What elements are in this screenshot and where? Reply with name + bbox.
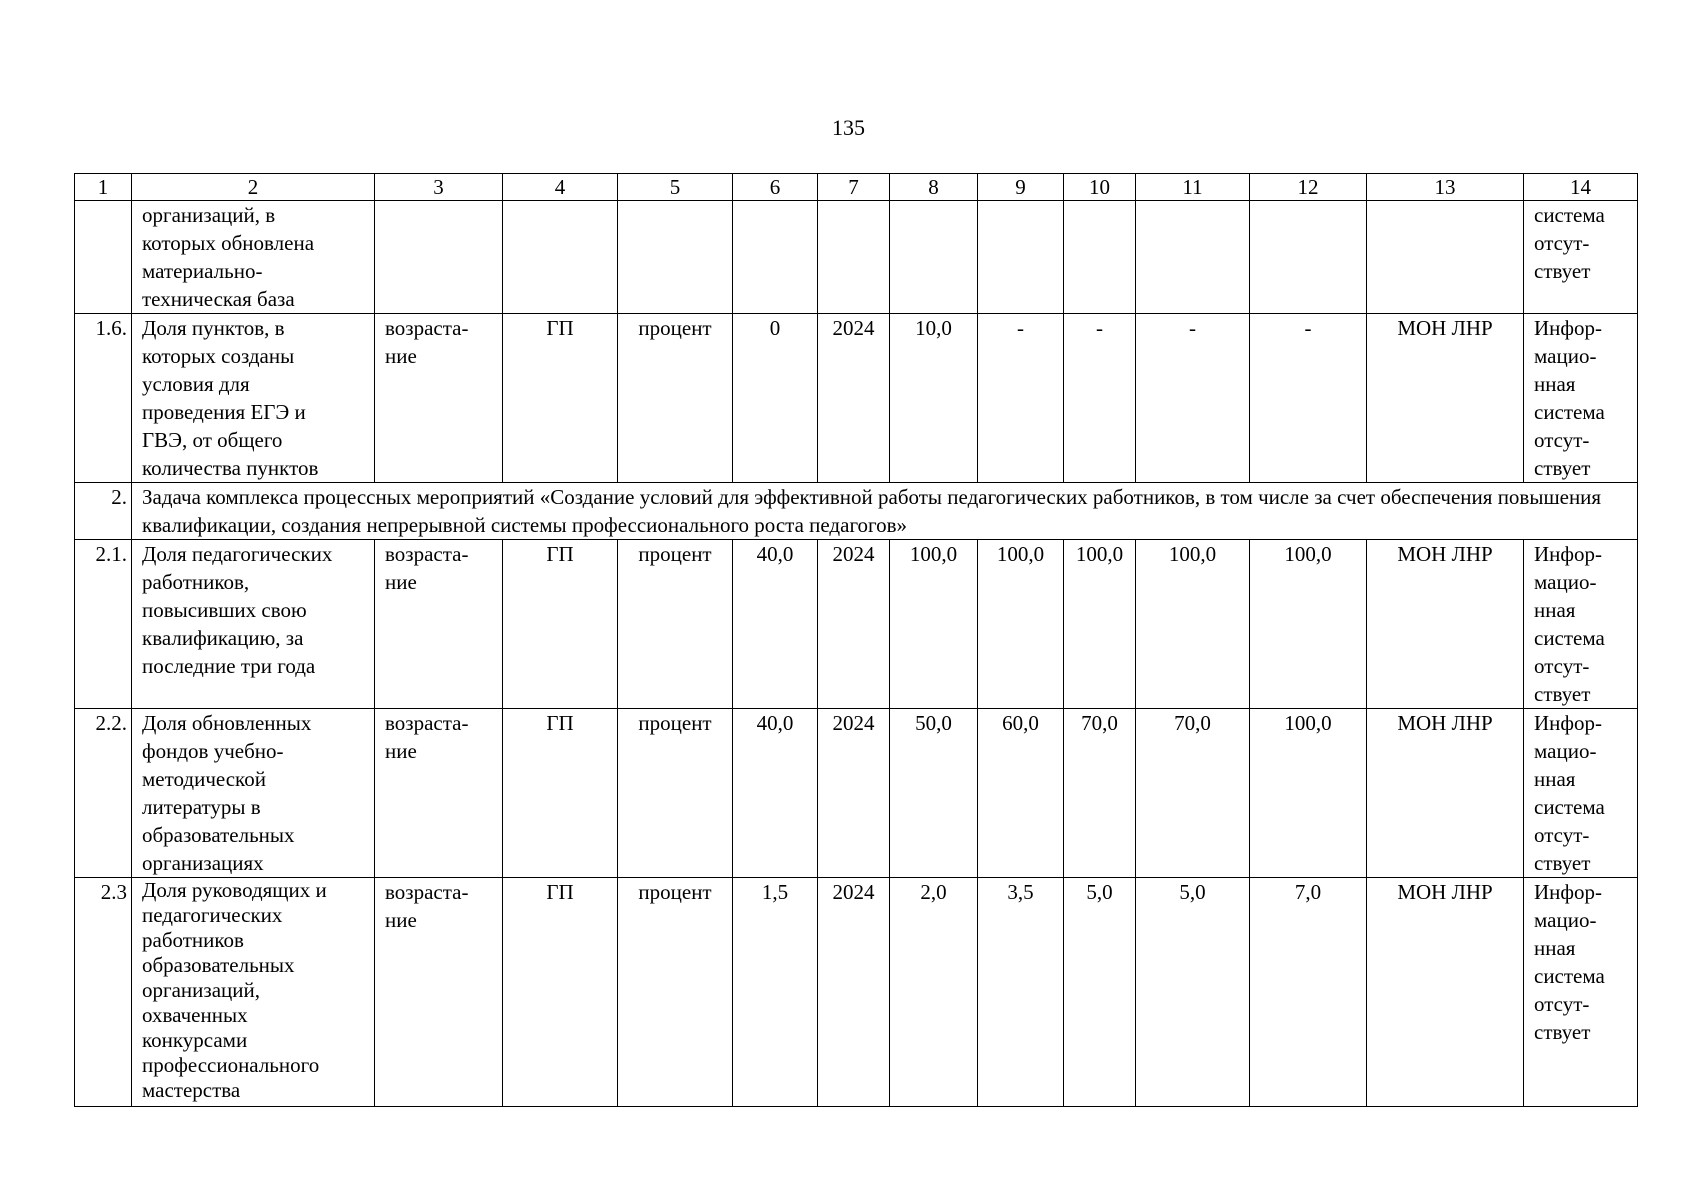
information-system — [1524, 314, 1638, 483]
indicator-direction — [375, 878, 503, 1107]
target-value: 7,0 — [1250, 878, 1367, 1107]
target-value: 70,0 — [1064, 709, 1136, 878]
information-system-line: отсут- — [1534, 654, 1590, 678]
information-system-line: мацио- — [1534, 739, 1597, 763]
target-value — [978, 201, 1064, 314]
information-system-line: отсут- — [1534, 428, 1590, 452]
indicator-name-line: литературы в — [142, 795, 261, 819]
indicator-unit: процент — [618, 314, 733, 483]
indicator-name-line: материально- — [142, 259, 263, 283]
indicator-name-line: техническая база — [142, 287, 295, 311]
row-number: 2.1. — [75, 540, 132, 709]
header-cell: 11 — [1136, 174, 1250, 201]
responsible-body: МОН ЛНР — [1367, 878, 1524, 1107]
target-value — [1064, 201, 1136, 314]
indicator-row — [75, 540, 1638, 709]
target-value: - — [1250, 314, 1367, 483]
indicator-row — [75, 709, 1638, 878]
indicator-name-line: проведения ЕГЭ и — [142, 400, 306, 424]
base-year: 2024 — [818, 709, 890, 878]
base-year: 2024 — [818, 314, 890, 483]
target-value — [890, 201, 978, 314]
information-system-line: отсут- — [1534, 992, 1590, 1016]
information-system — [1524, 540, 1638, 709]
row-number: 1.6. — [75, 314, 132, 483]
information-system-line: мацио- — [1534, 908, 1597, 932]
page-number: 135 — [832, 115, 865, 140]
indicator-name-line: повысивших свою — [142, 598, 307, 622]
information-system-line: ствует — [1534, 851, 1591, 875]
indicator-name-line: Доля обновленных — [142, 711, 312, 735]
indicator-direction-line: ние — [385, 739, 417, 763]
header-cell: 2 — [132, 174, 375, 201]
information-system-line: нная — [1534, 936, 1576, 960]
header-cell: 4 — [503, 174, 618, 201]
responsible-body: МОН ЛНР — [1367, 709, 1524, 878]
base-value: 40,0 — [733, 709, 818, 878]
row-number: 2.3 — [75, 878, 132, 1107]
target-value: - — [1064, 314, 1136, 483]
indicator-level: ГП — [503, 314, 618, 483]
row-number: 2. — [75, 483, 132, 540]
header-cell: 3 — [375, 174, 503, 201]
indicator-name-line: количества пунктов — [142, 456, 319, 480]
base-year: 2024 — [818, 540, 890, 709]
indicator-name-line: последние три года — [142, 654, 316, 678]
indicator-direction — [375, 201, 503, 314]
indicator-direction-line: возраста- — [385, 316, 469, 340]
indicator-name-line: организациях — [142, 851, 264, 875]
header-cell: 6 — [733, 174, 818, 201]
responsible-body: МОН ЛНР — [1367, 314, 1524, 483]
base-value: 0 — [733, 314, 818, 483]
indicator-unit: процент — [618, 709, 733, 878]
information-system-line: ствует — [1534, 259, 1591, 283]
indicator-name-line: условия для — [142, 372, 250, 396]
target-value: 100,0 — [1250, 709, 1367, 878]
indicator-row — [75, 201, 1638, 314]
target-value: 5,0 — [1136, 878, 1250, 1107]
header-cell: 7 — [818, 174, 890, 201]
indicator-row — [75, 878, 1638, 1107]
indicator-name-line: ГВЭ, от общего — [142, 428, 283, 452]
responsible-body — [1367, 201, 1524, 314]
target-value: 100,0 — [978, 540, 1064, 709]
header-cell: 14 — [1524, 174, 1638, 201]
base-year: 2024 — [818, 878, 890, 1107]
indicator-name-line: охваченных — [142, 1003, 248, 1027]
target-value: 100,0 — [890, 540, 978, 709]
information-system-line: система — [1534, 626, 1605, 650]
indicator-name-line: методической — [142, 767, 266, 791]
indicator-unit: процент — [618, 878, 733, 1107]
target-value — [1136, 201, 1250, 314]
indicator-name-line: мастерства — [142, 1078, 241, 1102]
header-cell: 10 — [1064, 174, 1136, 201]
header-cell: 8 — [890, 174, 978, 201]
indicator-level — [503, 201, 618, 314]
information-system-line: система — [1534, 795, 1605, 819]
base-year — [818, 201, 890, 314]
indicator-name-line: конкурсами — [142, 1028, 248, 1052]
indicator-name-line: Доля руководящих и — [142, 878, 327, 902]
indicator-direction-line: ние — [385, 570, 417, 594]
information-system-line: нная — [1534, 598, 1576, 622]
target-value: - — [1136, 314, 1250, 483]
base-value — [733, 201, 818, 314]
column-number-row — [75, 174, 1638, 201]
indicator-name-line: организаций, — [142, 978, 260, 1002]
target-value: 10,0 — [890, 314, 978, 483]
header-cell: 12 — [1250, 174, 1367, 201]
target-value: 5,0 — [1064, 878, 1136, 1107]
information-system-line: отсут- — [1534, 823, 1590, 847]
indicator-name-line: образовательных — [142, 953, 295, 977]
indicator-level: ГП — [503, 540, 618, 709]
indicator-name — [132, 201, 375, 314]
indicator-name-line: педагогических — [142, 903, 283, 927]
information-system-line: система — [1534, 400, 1605, 424]
target-value: 2,0 — [890, 878, 978, 1107]
target-value: 100,0 — [1136, 540, 1250, 709]
base-value: 1,5 — [733, 878, 818, 1107]
information-system-line: Инфор- — [1534, 880, 1603, 904]
indicator-direction — [375, 709, 503, 878]
indicator-direction — [375, 314, 503, 483]
information-system-line: система — [1534, 964, 1605, 988]
indicator-name-line: работников, — [142, 570, 250, 594]
information-system — [1524, 201, 1638, 314]
task-description: Задача комплекса процессных мероприятий «Создание условий для эффективной работы педагогических работников, в том числе за счет обеспечения повышения квалификации, создания непрерывной системы профессионального роста педагогов» — [132, 483, 1638, 540]
indicator-name-line: Доля пунктов, в — [142, 316, 285, 340]
target-value: 100,0 — [1250, 540, 1367, 709]
indicator-name-line: которых созданы — [142, 344, 295, 368]
indicator-name — [132, 314, 375, 483]
indicator-unit — [618, 201, 733, 314]
target-value: - — [978, 314, 1064, 483]
indicator-name — [132, 540, 375, 709]
header-cell: 5 — [618, 174, 733, 201]
information-system — [1524, 878, 1638, 1107]
information-system-line: мацио- — [1534, 344, 1597, 368]
information-system-line: Инфор- — [1534, 316, 1603, 340]
indicator-unit: процент — [618, 540, 733, 709]
row-number: 2.2. — [75, 709, 132, 878]
indicator-name — [132, 878, 375, 1107]
indicator-row — [75, 314, 1638, 483]
task-row — [75, 483, 1638, 540]
target-value — [1250, 201, 1367, 314]
indicator-direction-line: возраста- — [385, 542, 469, 566]
indicator-name-line: работников — [142, 928, 244, 952]
responsible-body: МОН ЛНР — [1367, 540, 1524, 709]
indicator-direction-line: ние — [385, 344, 417, 368]
information-system-line: ствует — [1534, 456, 1591, 480]
information-system-line: Инфор- — [1534, 542, 1603, 566]
header-cell: 13 — [1367, 174, 1524, 201]
target-value: 70,0 — [1136, 709, 1250, 878]
row-number — [75, 201, 132, 314]
header-cell: 1 — [75, 174, 132, 201]
indicator-direction-line: ние — [385, 908, 417, 932]
indicator-direction — [375, 540, 503, 709]
base-value: 40,0 — [733, 540, 818, 709]
information-system-line: ствует — [1534, 682, 1591, 706]
target-value: 50,0 — [890, 709, 978, 878]
indicator-name-line: образовательных — [142, 823, 295, 847]
information-system-line: Инфор- — [1534, 711, 1603, 735]
indicator-name-line: квалификацию, за — [142, 626, 304, 650]
information-system — [1524, 709, 1638, 878]
indicator-level: ГП — [503, 878, 618, 1107]
indicator-table — [74, 173, 1638, 1107]
indicator-name-line: которых обновлена — [142, 231, 315, 255]
header-cell: 9 — [978, 174, 1064, 201]
information-system-line: отсут- — [1534, 231, 1590, 255]
information-system-line: ствует — [1534, 1020, 1591, 1044]
indicator-level: ГП — [503, 709, 618, 878]
target-value: 3,5 — [978, 878, 1064, 1107]
information-system-line: нная — [1534, 372, 1576, 396]
indicator-name — [132, 709, 375, 878]
information-system-line: нная — [1534, 767, 1576, 791]
indicator-name-line: фондов учебно- — [142, 739, 284, 763]
indicator-name-line: организаций, в — [142, 203, 276, 227]
indicator-direction-line: возраста- — [385, 880, 469, 904]
target-value: 100,0 — [1064, 540, 1136, 709]
target-value: 60,0 — [978, 709, 1064, 878]
indicator-direction-line: возраста- — [385, 711, 469, 735]
information-system-line: мацио- — [1534, 570, 1597, 594]
indicator-name-line: Доля педагогических — [142, 542, 333, 566]
indicator-name-line: профессионального — [142, 1053, 320, 1077]
information-system-line: система — [1534, 203, 1605, 227]
